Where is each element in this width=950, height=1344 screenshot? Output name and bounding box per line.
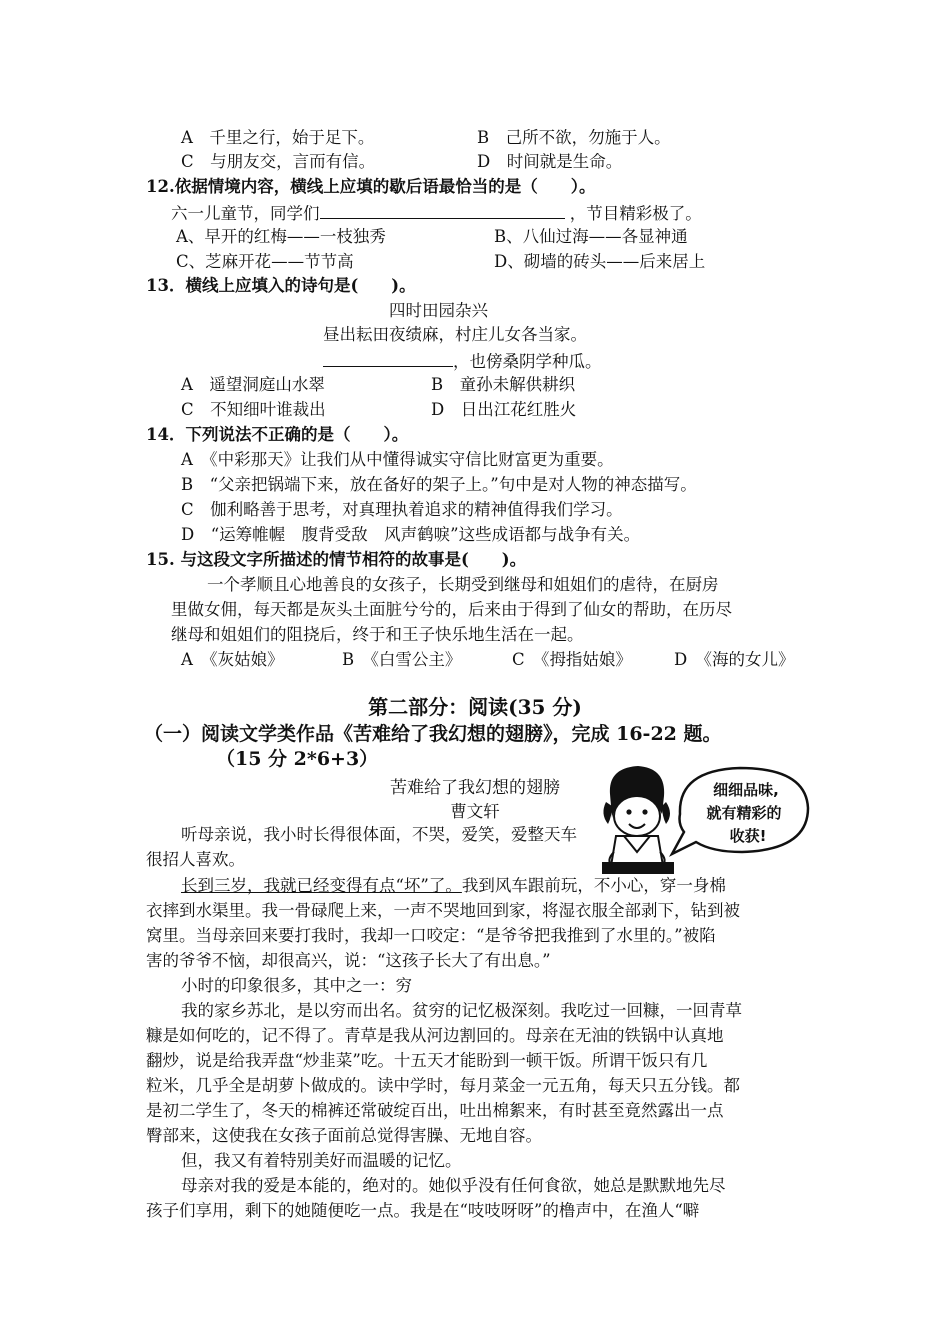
q12-context-after: ，节目精彩极了。 xyxy=(569,204,702,223)
para-6-line-1: 母亲对我的爱是本能的，绝对的。她似乎没有任何食欲，她总是默默地先尽 xyxy=(181,1176,726,1195)
q12-option-a: A、早开的红梅——一枝独秀 xyxy=(176,227,386,246)
q15-option-d: D 《海的女儿》 xyxy=(674,650,795,669)
para-5: 但，我又有着特别美好而温暖的记忆。 xyxy=(181,1151,462,1170)
para-3: 小时的印象很多，其中之一：穷 xyxy=(181,976,412,995)
q13-option-a: A 遥望洞庭山水翠 xyxy=(181,375,325,394)
section-score: （15 分 2*6+3） xyxy=(216,748,379,770)
q11-option-b: B 己所不欲，勿施于人。 xyxy=(477,128,671,147)
para-6-line-2: 孩子们享用，剩下的她随便吃一点。我是在“吱吱呀呀”的橹声中，在渔人“噼 xyxy=(146,1201,700,1220)
part-heading: 第二部分：阅读(35 分) xyxy=(368,695,582,719)
poem-line-1: 昼出耘田夜绩麻，村庄儿女各当家。 xyxy=(323,325,587,344)
para-4-line-2: 糠是如何吃的，记不得了。青草是我从河边割回的。母亲在无油的铁锅中认真地 xyxy=(146,1026,724,1045)
para-4-line-3: 翻炒，说是给我弄盘“炒韭菜”吃。十五天才能盼到一顿干饭。所谓干饭只有几 xyxy=(146,1051,708,1070)
para-4-line-6: 臀部来，这使我在女孩子面前总觉得害臊、无地自容。 xyxy=(146,1126,542,1145)
q15-stem: 15. 与这段文字所描述的情节相符的故事是( )。 xyxy=(146,550,527,569)
q12-option-b: B、八仙过海——各显神通 xyxy=(494,227,688,246)
underlined-sentence: 长到三岁，我就已经变得有点“坏”了。 xyxy=(181,876,462,895)
poem-answer-blank xyxy=(323,348,453,367)
q15-passage-line-3: 继母和姐姐们的阻挠后，终于和王子快乐地生活在一起。 xyxy=(171,625,584,644)
q12-option-d: D、砌墙的砖头——后来居上 xyxy=(494,252,706,271)
para-2-line-1 xyxy=(181,874,726,898)
q13-option-c: C 不知细叶谁裁出 xyxy=(181,400,326,419)
para-2-line-1-rest: 我到风车跟前玩，不小心，穿一身棉 xyxy=(461,876,726,895)
poem-line-2 xyxy=(323,348,602,374)
para-1-line-2: 很招人喜欢。 xyxy=(146,850,245,869)
q15-option-c: C 《拇指姑娘》 xyxy=(512,650,632,669)
cartoon-text-line-2: 就有精彩的 xyxy=(706,804,782,822)
para-4-line-1: 我的家乡苏北，是以穷而出名。贫穷的记忆极深刻。我吃过一回糠，一回青草 xyxy=(181,1001,742,1020)
q13-option-b: B 童孙未解供耕织 xyxy=(431,375,576,394)
q14-option-c: C 伽利略善于思考，对真理执着追求的精神值得我们学习。 xyxy=(181,500,623,519)
para-2-line-3: 窝里。当母亲回来要打我时，我却一口咬定：“是爷爷把我推到了水里的。”被陷 xyxy=(146,926,716,945)
q12-option-c: C、芝麻开花——节节高 xyxy=(176,252,354,271)
q13-option-d: D 日出江花红胜火 xyxy=(431,400,577,419)
q12-context-before: 六一儿童节，同学们 xyxy=(171,204,320,223)
poem-title: 四时田园杂兴 xyxy=(389,301,488,320)
article-title: 苦难给了我幻想的翅膀 xyxy=(390,778,560,798)
para-1-line-1: 听母亲说，我小时长得很体面，不哭，爱笑，爱整天车 xyxy=(181,825,577,844)
section-title: （一）阅读文学类作品《苦难给了我幻想的翅膀》，完成 16-22 题。 xyxy=(144,723,722,745)
q14-option-a: A 《中彩那天》让我们从中懂得诚实守信比财富更为重要。 xyxy=(181,450,614,469)
para-2-line-2: 衣摔到水渠里。我一骨碌爬上来，一声不哭地回到家，将湿衣服全部剥下，钻到被 xyxy=(146,901,740,920)
q15-passage-line-1: 一个孝顺且心地善良的女孩子，长期受到继母和姐姐们的虐待，在厨房 xyxy=(207,575,719,594)
q14-option-d: D “运筹帷幄 腹背受敌 风声鹤唳”这些成语都与战争有关。 xyxy=(181,525,641,544)
q15-passage-line-2: 里做女佣，每天都是灰头土面脏兮兮的，后来由于得到了仙女的帮助，在历尽 xyxy=(171,600,732,619)
poem-line-2-after: ，也傍桑阴学种瓜。 xyxy=(453,352,602,371)
para-4-line-4: 粒米，几乎全是胡萝卜做成的。读中学时，每月菜金一元五角，每天只五分钱。都 xyxy=(146,1076,740,1095)
q11-option-c: C 与朋友交，言而有信。 xyxy=(181,152,376,171)
article-author: 曹文轩 xyxy=(450,802,500,821)
cartoon-drawing xyxy=(600,762,815,882)
cartoon-text-line-3: 收获! xyxy=(729,827,767,845)
cartoon-girl-illustration xyxy=(600,762,815,882)
q14-option-b: B “父亲把锅端下来，放在备好的架子上。”句中是对人物的神态描写。 xyxy=(181,475,697,494)
q12-stem: 12.依据情境内容，横线上应填的歇后语最恰当的是（ ）。 xyxy=(146,177,596,196)
q14-stem: 14．下列说法不正确的是（ ）。 xyxy=(146,425,409,444)
para-2-line-4: 害的爷爷不恼，却很高兴，说：“这孩子长大了有出息。” xyxy=(146,951,551,970)
cartoon-text-line-1: 细细品味, xyxy=(713,781,779,799)
q12-context xyxy=(171,200,702,226)
q13-stem: 13．横线上应填入的诗句是( )。 xyxy=(146,276,416,295)
para-4-line-5: 是初二学生了，冬天的棉裤还常破绽百出，吐出棉絮来，有时甚至竟然露出一点 xyxy=(146,1101,724,1120)
q11-option-a: A 千里之行，始于足下。 xyxy=(181,128,375,147)
q15-option-a: A 《灰姑娘》 xyxy=(181,650,284,669)
q12-answer-blank xyxy=(320,200,565,219)
q11-option-d: D 时间就是生命。 xyxy=(477,152,623,171)
q15-option-b: B 《白雪公主》 xyxy=(342,650,462,669)
